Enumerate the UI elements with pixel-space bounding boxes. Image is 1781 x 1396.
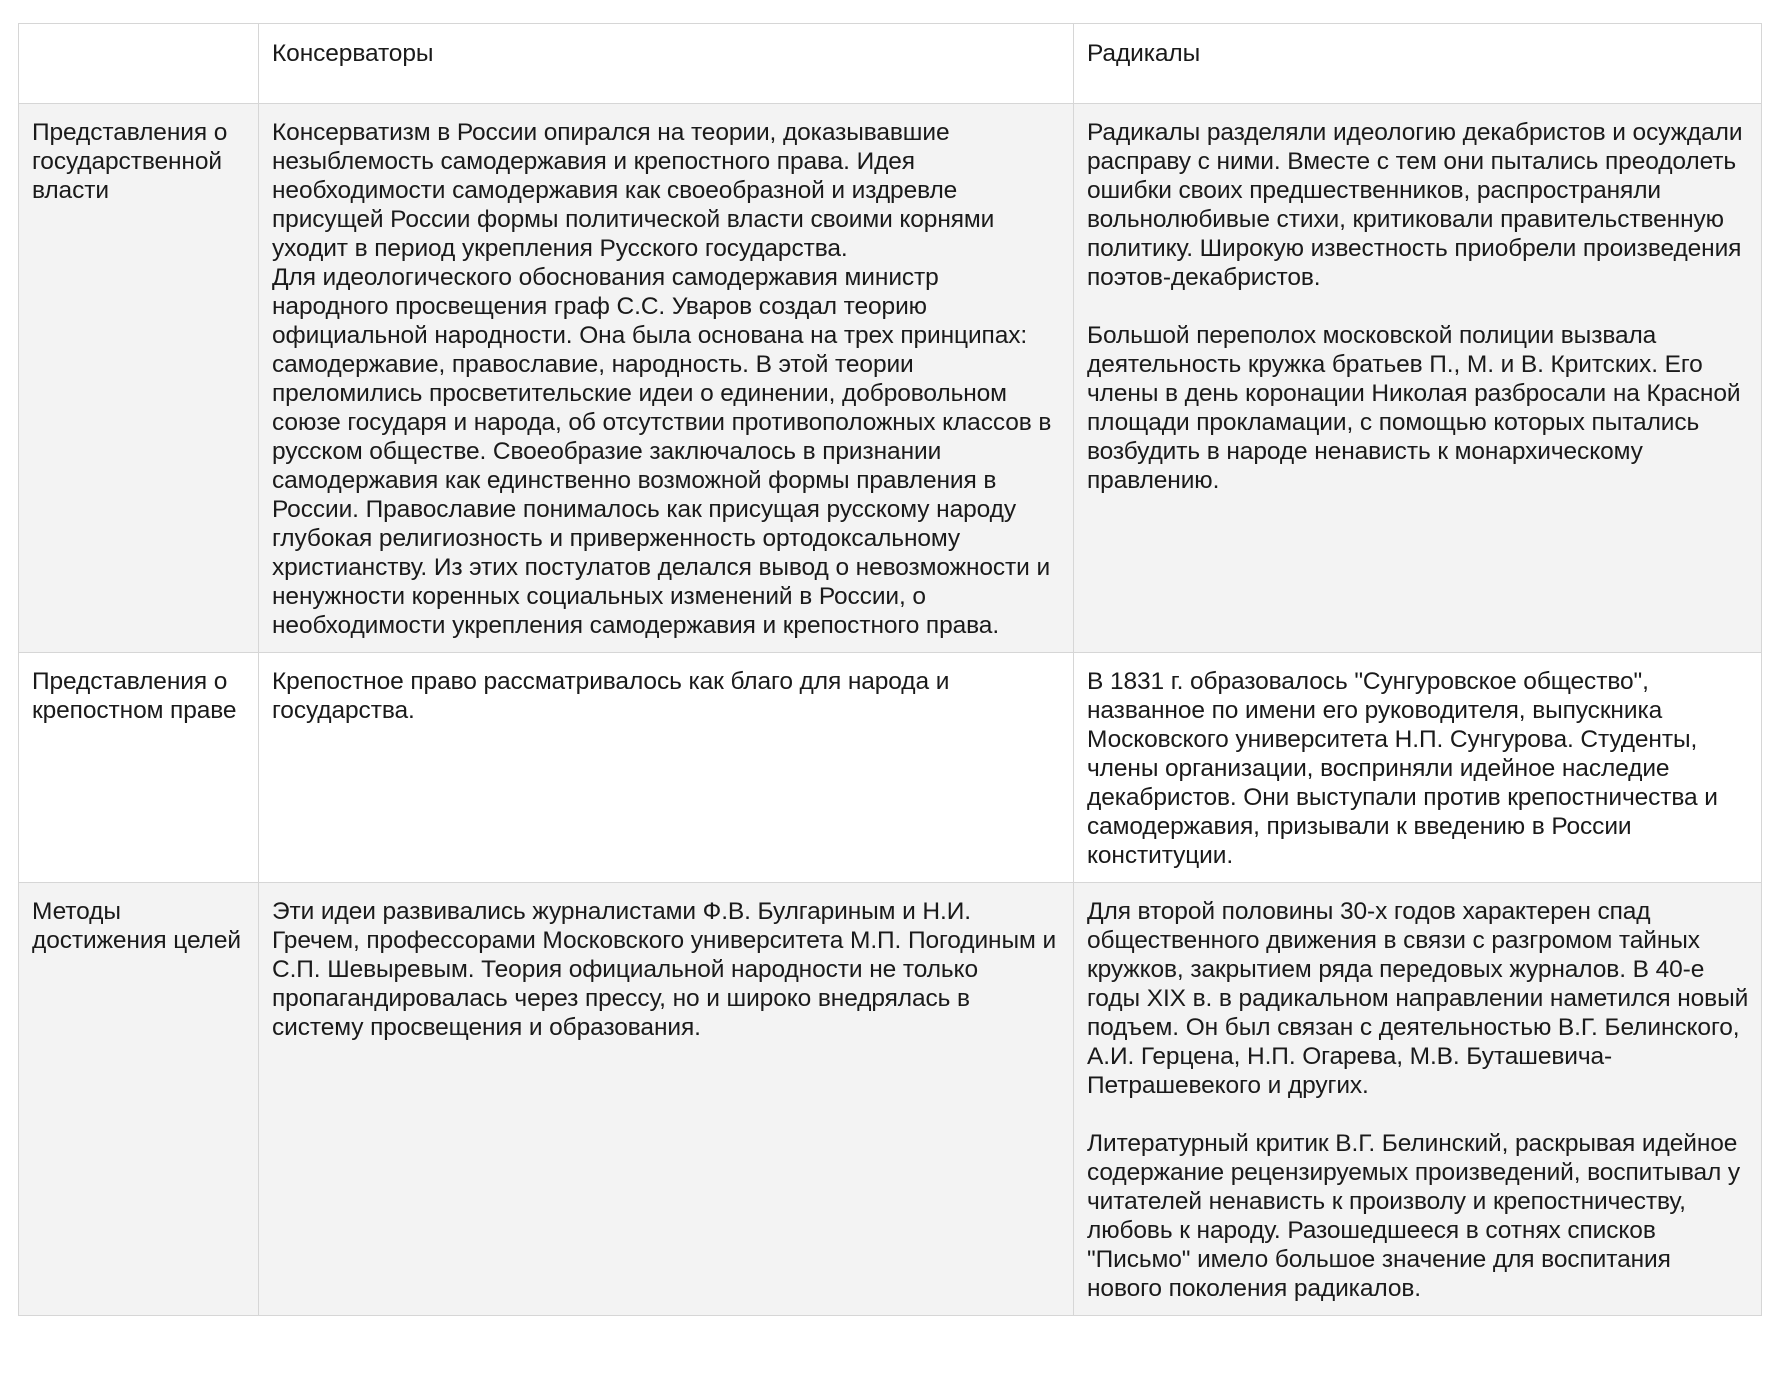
header-cell-empty bbox=[19, 24, 259, 104]
paragraph: В 1831 г. образовалось "Сунгуровское общество", названное по имени его руководителя, выпускника Московского университета Н.П. Сунгурова. Студенты, члены организации, восприняли идейное наследие декабристов. Они выступали против крепостничества и самодержавия, призывали к введению в России конституции. bbox=[1087, 668, 1718, 869]
paragraph: Эти идеи развивались журналистами Ф.В. Булгариным и Н.И. Гречем, профессорами Московского университета М.П. Погодиным и С.П. Шевыревым. Теория официальной народности не только пропагандировалась через прессу, но и широко внедрялась в систему просвещения и образования. bbox=[272, 898, 1057, 1041]
cell-conservatives-methods bbox=[259, 883, 1074, 1316]
row-label-methods: Методы достижения целей bbox=[19, 883, 259, 1316]
table-row bbox=[19, 104, 1762, 653]
paragraph: Радикалы разделяли идеологию декабристов и осуждали расправу с ними. Вместе с тем они пытались преодолеть ошибки своих предшественников, распространяли вольнолюбивые стихи, критиковали правительственную политику. Широкую известность приобрели произведения поэтов-декабристов. bbox=[1087, 119, 1743, 291]
comparison-table bbox=[18, 23, 1762, 1316]
header-row bbox=[19, 24, 1762, 104]
paragraph: Крепостное право рассматривалось как благо для народа и государства. bbox=[272, 668, 950, 724]
row-label-state-power: Представления о государственной власти bbox=[19, 104, 259, 653]
paragraph: Большой переполох московской полиции вызвала деятельность кружка братьев П., М. и В. Критских. Его члены в день коронации Николая разбросали на Красной площади прокламации, с помощью которых пытались возбудить в народе ненависть к монархическому правлению. bbox=[1087, 322, 1741, 494]
header-cell-radicals: Радикалы bbox=[1074, 24, 1762, 104]
cell-radicals-serfdom bbox=[1074, 653, 1762, 883]
cell-radicals-state-power bbox=[1074, 104, 1762, 653]
table-row bbox=[19, 883, 1762, 1316]
cell-radicals-methods bbox=[1074, 883, 1762, 1316]
cell-conservatives-state-power bbox=[259, 104, 1074, 653]
row-label-serfdom: Представления о крепостном праве bbox=[19, 653, 259, 883]
table-row bbox=[19, 653, 1762, 883]
header-cell-conservatives: Консерваторы bbox=[259, 24, 1074, 104]
paragraph: Для второй половины 30-х годов характерен спад общественного движения в связи с разгромом тайных кружков, закрытием ряда передовых журналов. В 40-е годы XIX в. в радикальном направлении наметился новый подъем. Он был связан с деятельностью В.Г. Белинского, А.И. Герцена, Н.П. Огарева, М.В. Буташевича-Петрашевекого и других. bbox=[1087, 898, 1749, 1099]
paragraph: Консерватизм в России опирался на теории, доказывавшие незыблемость самодержавия и крепостного права. Идея необходимости самодержавия как своеобразной и издревле присущей России формы политической власти своими корнями уходит в период укрепления Русского государства. bbox=[272, 119, 995, 262]
cell-conservatives-serfdom bbox=[259, 653, 1074, 883]
paragraph: Для идеологического обоснования самодержавия министр народного просвещения граф С.С. Уваров создал теорию официальной народности. Она была основана на трех принципах: самодержавие, православие, народность. В этой теории преломились просветительские идеи о единении, добровольном союзе государя и народа, об отсутствии противоположных классов в русском обществе. Своеобразие заключалось в признании самодержавия как единственно возможной формы правления в России. Православие понималось как присущая русскому народу глубокая религиозность и приверженность ортодоксальному христианству. Из этих постулатов делался вывод о невозможности и ненужности коренных социальных изменений в России, о необходимости укрепления самодержавия и крепостного права. bbox=[272, 264, 1052, 639]
paragraph: Литературный критик В.Г. Белинский, раскрывая идейное содержание рецензируемых произведений, воспитывал у читателей ненависть к произволу и крепостничеству, любовь к народу. Разошедшееся в сотнях списков "Письмо" имело большое значение для воспитания нового поколения радикалов. bbox=[1087, 1130, 1741, 1302]
